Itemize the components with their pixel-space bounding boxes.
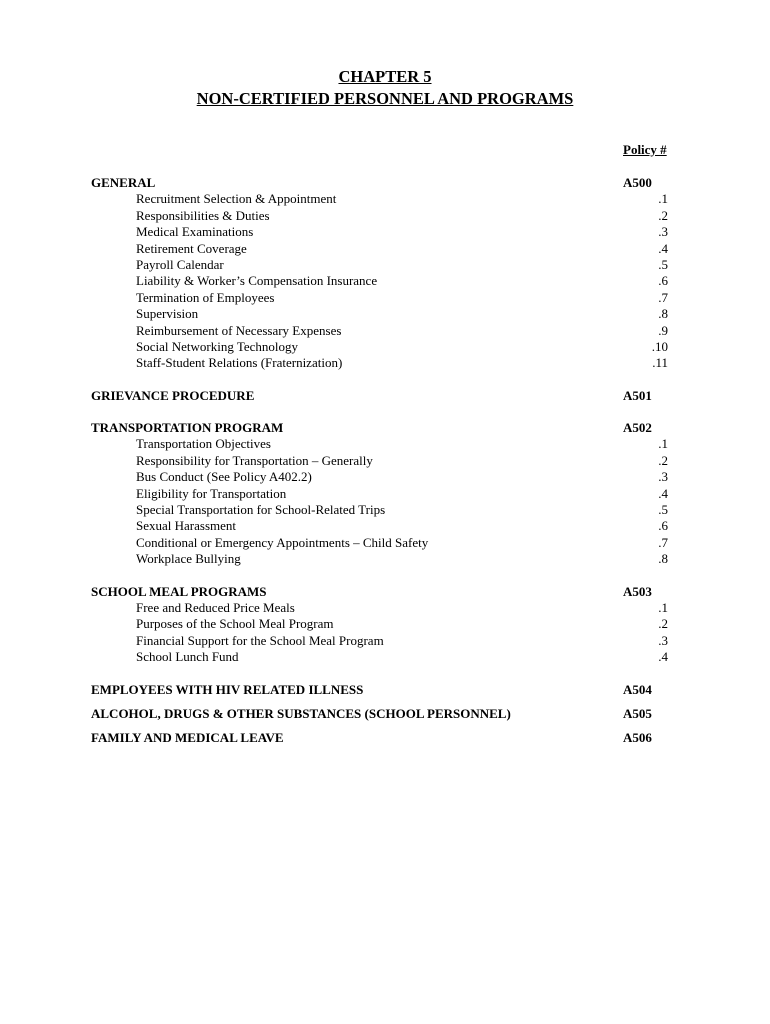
toc-item-number: .8 [658, 306, 668, 322]
toc-item-title: Free and Reduced Price Meals [136, 599, 295, 615]
toc-item-row [91, 323, 671, 339]
toc-section [91, 584, 671, 666]
toc-item-number: .3 [658, 469, 668, 485]
toc-item-title: Payroll Calendar [136, 256, 224, 272]
toc-item-row [91, 257, 671, 273]
toc-item-number: .4 [658, 485, 668, 501]
toc-item-row [91, 551, 671, 567]
toc-item-row [91, 518, 671, 534]
toc-item-row [91, 535, 671, 551]
section-title: EMPLOYEES WITH HIV RELATED ILLNESS [91, 681, 364, 697]
toc-item-title: Eligibility for Transportation [136, 485, 287, 501]
section-row [91, 730, 671, 746]
toc-item-title: Retirement Coverage [136, 240, 247, 256]
toc-item-row [91, 339, 671, 355]
section-spacer [91, 372, 671, 388]
toc-item-number: .7 [658, 289, 668, 305]
section-spacer [91, 404, 671, 420]
policy-column-heading: Policy # [623, 142, 667, 157]
toc-item-row [91, 436, 671, 452]
toc-section [91, 682, 671, 698]
toc-item-number: .11 [652, 355, 668, 371]
section-title: TRANSPORTATION PROGRAM [91, 420, 284, 436]
toc-item-title: Medical Examinations [136, 224, 254, 240]
toc-section [91, 388, 671, 404]
toc-item-title: Financial Support for the School Meal Program [136, 632, 384, 648]
toc-item-row [91, 306, 671, 322]
toc-item-number: .5 [658, 256, 668, 272]
toc-item-row [91, 453, 671, 469]
section-title: SCHOOL MEAL PROGRAMS [91, 583, 267, 599]
section-policy-number: A502 [623, 420, 652, 436]
toc-item-number: .10 [651, 338, 668, 354]
toc-item-row [91, 355, 671, 371]
section-spacer [91, 722, 671, 730]
toc-item-number: .2 [658, 452, 668, 468]
toc-item-number: .2 [658, 616, 668, 632]
section-policy-number: A506 [623, 730, 652, 746]
toc-item-row [91, 486, 671, 502]
toc-item-title: Liability & Worker’s Compensation Insurance [136, 273, 378, 289]
toc-item-number: .5 [658, 502, 668, 518]
toc-item-row [91, 502, 671, 518]
toc-item-row [91, 208, 671, 224]
toc-item-title: Special Transportation for School-Related Trips [136, 502, 386, 518]
toc-item-title: Responsibility for Transportation – Generally [136, 452, 373, 468]
section-row [91, 706, 671, 722]
section-policy-number: A500 [623, 175, 652, 190]
toc-item-row [91, 600, 671, 616]
toc-section [91, 175, 671, 372]
section-policy-number: A503 [623, 583, 652, 599]
section-spacer [91, 666, 671, 682]
section-title: GENERAL [91, 175, 156, 190]
toc-section [91, 420, 671, 568]
table-of-contents [91, 175, 671, 747]
section-title: FAMILY AND MEDICAL LEAVE [91, 730, 284, 746]
toc-item-title: Recruitment Selection & Appointment [136, 191, 337, 207]
toc-item-number: .4 [658, 240, 668, 256]
toc-item-row [91, 224, 671, 240]
chapter-heading: CHAPTER 5 [338, 67, 432, 86]
toc-item-title: Reimbursement of Necessary Expenses [136, 322, 342, 338]
toc-item-number: .1 [658, 436, 668, 452]
section-row [91, 175, 671, 191]
toc-item-row [91, 273, 671, 289]
toc-item-title: Transportation Objectives [136, 436, 271, 452]
section-row [91, 682, 671, 698]
toc-item-row [91, 191, 671, 207]
toc-item-row [91, 241, 671, 257]
toc-item-row [91, 633, 671, 649]
toc-item-title: Conditional or Emergency Appointments – Child Safety [136, 534, 429, 550]
toc-item-number: .3 [658, 224, 668, 240]
toc-item-number: .1 [658, 599, 668, 615]
toc-item-title: Social Networking Technology [136, 338, 299, 354]
toc-item-number: .9 [658, 322, 668, 338]
toc-item-title: Staff-Student Relations (Fraternization) [136, 355, 343, 371]
section-policy-number: A501 [623, 387, 652, 403]
section-policy-number: A504 [623, 681, 652, 697]
section-row [91, 584, 671, 600]
toc-item-title: Supervision [136, 306, 199, 322]
section-spacer [91, 698, 671, 706]
chapter-subtitle: NON-CERTIFIED PERSONNEL AND PROGRAMS [196, 89, 574, 108]
toc-item-row [91, 616, 671, 632]
section-policy-number: A505 [623, 705, 652, 721]
toc-item-title: Purposes of the School Meal Program [136, 616, 334, 632]
section-row [91, 388, 671, 404]
toc-item-number: .6 [658, 273, 668, 289]
toc-item-number: .7 [658, 534, 668, 550]
toc-item-title: Workplace Bullying [136, 551, 241, 567]
toc-section [91, 730, 671, 746]
toc-item-number: .4 [658, 649, 668, 665]
toc-item-title: Responsibilities & Duties [136, 207, 270, 223]
toc-item-number: .3 [658, 632, 668, 648]
toc-item-number: .8 [658, 551, 668, 567]
toc-item-row [91, 649, 671, 665]
toc-item-title: Termination of Employees [136, 289, 275, 305]
toc-item-number: .1 [658, 191, 668, 207]
section-row [91, 420, 671, 436]
toc-item-row [91, 290, 671, 306]
toc-section [91, 706, 671, 722]
toc-item-number: .6 [658, 518, 668, 534]
section-title: GRIEVANCE PROCEDURE [91, 387, 255, 403]
toc-item-title: School Lunch Fund [136, 649, 239, 665]
section-spacer [91, 568, 671, 584]
toc-item-title: Sexual Harassment [136, 518, 237, 534]
section-title: ALCOHOL, DRUGS & OTHER SUBSTANCES (SCHOOL PERSONNEL) [91, 705, 511, 721]
toc-item-row [91, 469, 671, 485]
toc-item-title: Bus Conduct (See Policy A402.2) [136, 469, 312, 485]
toc-item-number: .2 [658, 207, 668, 223]
